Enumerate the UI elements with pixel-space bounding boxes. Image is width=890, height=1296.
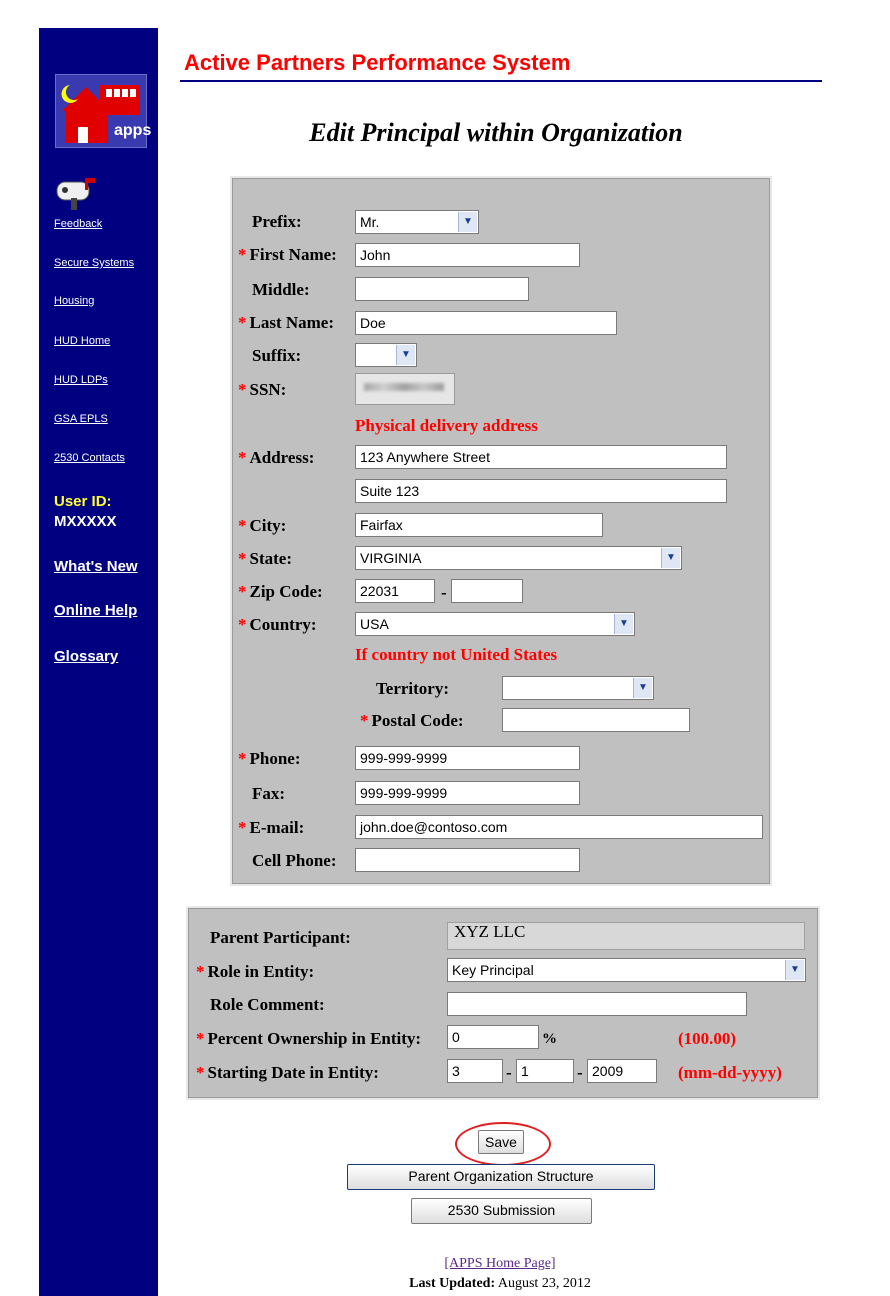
prefix-label: Prefix: xyxy=(252,212,302,231)
chevron-down-icon: ▼ xyxy=(633,678,652,698)
parent-participant-field: XYZ LLC xyxy=(447,922,805,950)
fax-label: Fax: xyxy=(252,784,286,803)
starting-date-label: * Starting Date in Entity: xyxy=(196,1063,379,1082)
ssn-label: * SSN: xyxy=(238,380,287,399)
chevron-down-icon: ▼ xyxy=(396,345,415,365)
postal-code-input[interactable] xyxy=(502,708,690,732)
date-separator: - xyxy=(506,1063,512,1082)
chevron-down-icon: ▼ xyxy=(614,614,633,634)
app-title: Active Partners Performance System xyxy=(184,50,571,75)
last-name-input[interactable]: Doe xyxy=(355,311,617,335)
role-select[interactable]: Key Principal ▼ xyxy=(447,958,806,982)
address-label: * Address: xyxy=(238,448,315,467)
last-updated: Last Updated: August 23, 2012 xyxy=(409,1276,591,1291)
sidebar-link-whats-new[interactable]: What's New xyxy=(54,558,138,575)
first-name-label: * First Name: xyxy=(238,245,337,264)
postal-code-label: * Postal Code: xyxy=(360,711,464,730)
sidebar-link-hud-home[interactable]: HUD Home xyxy=(54,335,111,347)
country-label: * Country: xyxy=(238,615,317,634)
address-line2-input[interactable]: Suite 123 xyxy=(355,479,727,503)
zip-input[interactable]: 22031 xyxy=(355,579,435,603)
last-name-label: * Last Name: xyxy=(238,313,335,332)
role-label: * Role in Entity: xyxy=(196,962,315,981)
mailbox-icon[interactable] xyxy=(55,176,99,210)
parent-organization-structure-button[interactable]: Parent Organization Structure xyxy=(347,1164,655,1190)
apps-logo[interactable] xyxy=(55,74,152,148)
state-label: * State: xyxy=(238,549,292,568)
cell-phone-input[interactable] xyxy=(355,848,580,872)
sidebar-link-glossary[interactable]: Glossary xyxy=(54,648,119,665)
email-label: * E-mail: xyxy=(238,818,305,837)
address-note: Physical delivery address xyxy=(355,416,538,435)
chevron-down-icon: ▼ xyxy=(458,212,477,232)
territory-label: Territory: xyxy=(376,679,450,698)
state-select[interactable]: VIRGINIA ▼ xyxy=(355,546,682,570)
prefix-select[interactable]: Mr. ▼ xyxy=(355,210,479,234)
percent-ownership-input[interactable]: 0 xyxy=(447,1025,539,1049)
sidebar-link-secure-systems[interactable]: Secure Systems xyxy=(54,257,135,269)
country-note: If country not United States xyxy=(355,645,558,664)
chevron-down-icon: ▼ xyxy=(661,548,680,568)
percent-ownership-label: * Percent Ownership in Entity: xyxy=(196,1029,422,1048)
sidebar-link-hud-ldps[interactable]: HUD LDPs xyxy=(54,374,108,386)
sidebar-link-online-help[interactable]: Online Help xyxy=(54,602,138,619)
title-divider xyxy=(180,80,822,82)
start-year-input[interactable]: 2009 xyxy=(587,1059,657,1083)
middle-input[interactable] xyxy=(355,277,529,301)
start-month-input[interactable]: 3 xyxy=(447,1059,503,1083)
page-heading: Edit Principal within Organization xyxy=(309,118,683,147)
house-logo-icon xyxy=(56,75,152,147)
zip-separator: - xyxy=(441,583,447,602)
apps-home-page-link[interactable]: [APPS Home Page] xyxy=(444,1256,556,1271)
territory-select[interactable] xyxy=(502,676,654,700)
country-select[interactable]: USA ▼ xyxy=(355,612,635,636)
cell-phone-label: Cell Phone: xyxy=(252,851,337,870)
zip-extension-input[interactable] xyxy=(451,579,523,603)
city-label: * City: xyxy=(238,516,287,535)
suffix-label: Suffix: xyxy=(252,346,302,365)
ssn-input-redacted[interactable] xyxy=(355,373,455,405)
first-name-input[interactable]: John xyxy=(355,243,580,267)
sidebar-link-feedback[interactable]: Feedback xyxy=(54,218,103,230)
user-id-label: User ID: xyxy=(54,493,112,510)
percent-hint: (100.00) xyxy=(678,1029,737,1048)
phone-label: * Phone: xyxy=(238,749,301,768)
sidebar-link-gsa-epls[interactable]: GSA EPLS xyxy=(54,413,108,425)
date-separator: - xyxy=(577,1063,583,1082)
email-input[interactable]: john.doe@contoso.com xyxy=(355,815,763,839)
fax-input[interactable]: 999-999-9999 xyxy=(355,781,580,805)
percent-unit: % xyxy=(542,1031,557,1047)
sidebar-link-2530-contacts[interactable]: 2530 Contacts xyxy=(54,452,125,464)
sidebar xyxy=(39,28,158,1296)
sidebar-link-housing[interactable]: Housing xyxy=(54,295,95,307)
address-line1-input[interactable]: 123 Anywhere Street xyxy=(355,445,727,469)
save-button[interactable]: Save xyxy=(478,1130,524,1154)
parent-participant-label: Parent Participant: xyxy=(210,928,351,947)
svg-text:apps: apps xyxy=(114,122,152,139)
chevron-down-icon: ▼ xyxy=(785,960,804,980)
date-format-hint: (mm-dd-yyyy) xyxy=(678,1063,782,1082)
2530-submission-button[interactable]: 2530 Submission xyxy=(411,1198,592,1224)
middle-label: Middle: xyxy=(252,280,310,299)
start-day-input[interactable]: 1 xyxy=(516,1059,574,1083)
city-input[interactable]: Fairfax xyxy=(355,513,603,537)
role-comment-input[interactable] xyxy=(447,992,747,1016)
role-comment-label: Role Comment: xyxy=(210,995,325,1014)
phone-input[interactable]: 999-999-9999 xyxy=(355,746,580,770)
suffix-select[interactable] xyxy=(355,343,417,367)
user-id-value: MXXXXX xyxy=(54,513,117,530)
zip-label: * Zip Code: xyxy=(238,582,323,601)
